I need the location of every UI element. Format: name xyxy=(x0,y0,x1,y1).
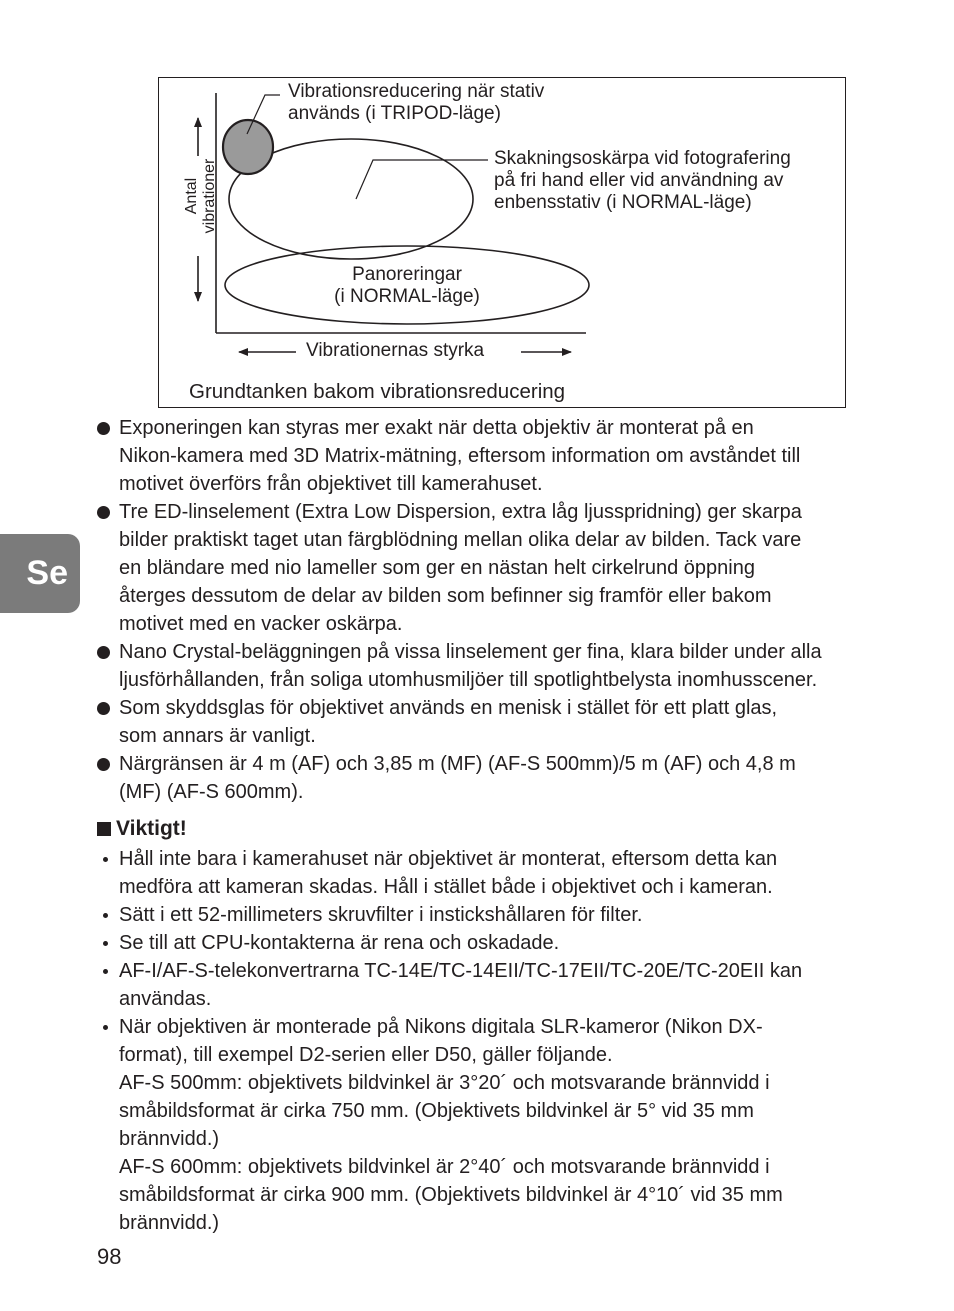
diagram-graphic xyxy=(159,78,845,407)
bullet-icon xyxy=(103,969,108,974)
text-line: Tre ED-linselement (Extra Low Dispersion, extra låg ljusspridning) ger skarpa xyxy=(119,501,802,523)
label-line: på fri hand eller vid användning av xyxy=(494,170,784,191)
list-item xyxy=(119,414,899,498)
bullet-icon xyxy=(97,702,110,715)
list-item xyxy=(119,901,899,929)
text-line: brännvidd.) xyxy=(119,1212,220,1234)
label-line: Panoreringar xyxy=(352,264,462,285)
text-line: AF-I/AF-S-telekonvertrarna TC-14E/TC-14EII/TC-17EII/TC-20E/TC-20EII kan xyxy=(119,960,803,982)
text-line: Håll inte bara i kamerahuset när objektivet är monterat, eftersom detta kan xyxy=(119,848,778,870)
label-line: Vibrationsreducering när stativ xyxy=(288,81,545,102)
bullet-icon xyxy=(103,1025,108,1030)
text-line: AF-S 500mm: objektivets bildvinkel är 3°20´ och motsvarande brännvidd i xyxy=(119,1072,770,1094)
list-item xyxy=(119,750,899,806)
diagram-caption: Grundtanken bakom vibrationsreducering xyxy=(189,380,566,403)
list-item xyxy=(119,694,899,750)
bullet-icon xyxy=(97,422,110,435)
text-line: återges dessutom de delar av bilden som befinner sig framför eller bakom xyxy=(119,585,772,607)
label-line: Skakningsoskärpa vid fotografering xyxy=(494,148,791,169)
text-line: Exponeringen kan styras mer exakt när detta objektiv är monterat på en xyxy=(119,417,754,439)
square-bullet-icon xyxy=(97,822,111,836)
bullet-icon xyxy=(103,941,108,946)
text-line: ljusförhållanden, från soliga utomhusmiljöer till spotlightbelysta inomhusscener. xyxy=(119,669,818,691)
text-line: bilder praktiskt taget utan färgblödning mellan olika delar av bilden. Tack vare xyxy=(119,529,802,551)
list-item xyxy=(119,498,899,638)
text-line: Sätt i ett 52-millimeters skruvfilter i instickshållaren för filter. xyxy=(119,904,643,926)
text-line: (MF) (AF-S 600mm). xyxy=(119,781,304,803)
text-line: När objektiven är monterade på Nikons digitala SLR-kameror (Nikon DX- xyxy=(119,1016,763,1038)
text-line: småbildsformat är cirka 900 mm. (Objektivets bildvinkel är 4°10´ vid 35 mm xyxy=(119,1184,783,1206)
list-item xyxy=(119,957,899,1013)
normal-label xyxy=(494,148,791,214)
list-item xyxy=(119,638,899,694)
label-line: Antal xyxy=(183,177,200,215)
tripod-label xyxy=(288,81,544,125)
language-tab-se: Se xyxy=(0,534,80,613)
text-line: Närgränsen är 4 m (AF) och 3,85 m (MF) (AF-S 500mm)/5 m (AF) och 4,8 m xyxy=(119,753,796,775)
list-item xyxy=(119,929,899,957)
tripod-ellipse xyxy=(223,120,273,174)
text-line: medföra att kameran skadas. Håll i stället både i objektivet och i kameran. xyxy=(119,876,773,898)
text-line: en bländare med nio lameller som ger en nästan helt cirkelrund öppning xyxy=(119,557,755,579)
list-item xyxy=(119,1013,899,1237)
y-axis-label xyxy=(183,136,219,256)
heading-text: Viktigt! xyxy=(116,817,187,840)
normal-leader-line xyxy=(356,160,488,199)
important-heading xyxy=(97,815,187,843)
label-line: (i NORMAL-läge) xyxy=(334,286,480,307)
text-line: AF-S 600mm: objektivets bildvinkel är 2°40´ och motsvarande brännvidd i xyxy=(119,1156,770,1178)
bullet-icon xyxy=(97,646,110,659)
x-axis-label: Vibrationernas styrka xyxy=(306,340,485,361)
vibration-reduction-diagram xyxy=(158,77,846,408)
bullet-icon xyxy=(103,857,108,862)
text-line: motivet överförs från objektivet till kamerahuset. xyxy=(119,473,543,495)
page-number: 98 xyxy=(97,1244,122,1269)
text-line: format), till exempel D2-serien eller D50, gäller följande. xyxy=(119,1044,613,1066)
text-line: som annars är vanligt. xyxy=(119,725,316,747)
text-line: Se till att CPU-kontakterna är rena och oskadade. xyxy=(119,932,560,954)
panning-label xyxy=(307,264,507,308)
list-item xyxy=(119,845,899,901)
text-line: användas. xyxy=(119,988,212,1010)
bullet-icon xyxy=(97,758,110,771)
bullet-icon xyxy=(103,913,108,918)
text-line: Nikon-kamera med 3D Matrix-mätning, eftersom information om avståndet till xyxy=(119,445,801,467)
text-line: motivet med en vacker oskärpa. xyxy=(119,613,403,635)
text-line: brännvidd.) xyxy=(119,1128,220,1150)
label-line: enbensstativ (i NORMAL-läge) xyxy=(494,192,752,213)
text-line: Nano Crystal-beläggningen på vissa linselement ger fina, klara bilder under alla xyxy=(119,641,822,663)
text-line: småbildsformat är cirka 750 mm. (Objektivets bildvinkel är 5° vid 35 mm xyxy=(119,1100,754,1122)
label-line: används (i TRIPOD-läge) xyxy=(288,103,501,124)
text-line: Som skyddsglas för objektivet används en menisk i stället för ett platt glas, xyxy=(119,697,778,719)
label-line: vibrationer xyxy=(201,158,218,234)
bullet-icon xyxy=(97,506,110,519)
